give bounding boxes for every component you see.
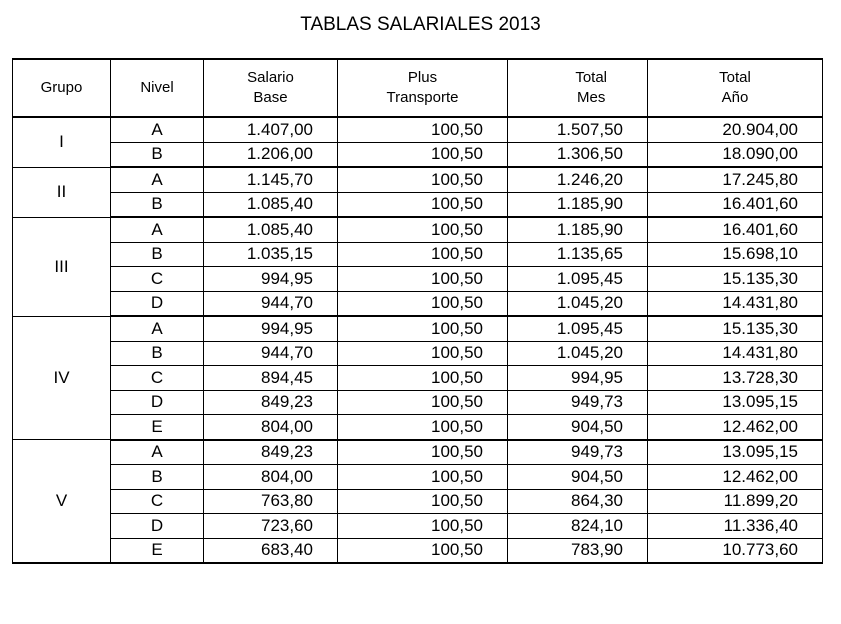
salario-cell: 1.085,40 xyxy=(204,217,338,242)
plus-cell: 100,50 xyxy=(338,366,508,391)
total-mes-cell: 1.135,65 xyxy=(508,242,648,267)
plus-cell: 100,50 xyxy=(338,465,508,490)
salary-table xyxy=(12,58,823,564)
salario-cell: 683,40 xyxy=(204,538,338,563)
header-plus-line2: Transporte xyxy=(386,89,459,106)
salario-cell: 804,00 xyxy=(204,415,338,440)
level-cell: B xyxy=(111,142,204,167)
level-cell: C xyxy=(111,267,204,292)
total-mes-cell: 783,90 xyxy=(508,538,648,563)
salario-cell: 994,95 xyxy=(204,316,338,341)
total-anio-cell: 17.245,80 xyxy=(648,167,823,192)
plus-cell: 100,50 xyxy=(338,415,508,440)
group-cell: III xyxy=(13,217,111,316)
header-grupo: Grupo xyxy=(13,59,111,117)
plus-cell: 100,50 xyxy=(338,390,508,415)
group-cell: I xyxy=(13,117,111,167)
plus-cell: 100,50 xyxy=(338,267,508,292)
level-cell: E xyxy=(111,538,204,563)
plus-cell: 100,50 xyxy=(338,192,508,217)
header-plus xyxy=(338,59,508,117)
plus-cell: 100,50 xyxy=(338,440,508,465)
level-cell: D xyxy=(111,514,204,539)
total-anio-cell: 13.095,15 xyxy=(648,440,823,465)
header-salario-line2: Base xyxy=(253,89,288,106)
total-mes-cell: 904,50 xyxy=(508,465,648,490)
header-anio-line2: Año xyxy=(721,89,749,106)
level-cell: B xyxy=(111,465,204,490)
salario-cell: 944,70 xyxy=(204,291,338,316)
header-nivel: Nivel xyxy=(111,59,204,117)
header-anio-line1: Total xyxy=(719,69,751,86)
plus-cell: 100,50 xyxy=(338,341,508,366)
salario-cell: 1.085,40 xyxy=(204,192,338,217)
total-mes-cell: 1.045,20 xyxy=(508,291,648,316)
table-row xyxy=(13,142,823,167)
level-cell: A xyxy=(111,440,204,465)
header-total-anio xyxy=(648,59,823,117)
level-cell: D xyxy=(111,291,204,316)
level-cell: D xyxy=(111,390,204,415)
plus-cell: 100,50 xyxy=(338,538,508,563)
table-row xyxy=(13,167,823,192)
total-anio-cell: 15.698,10 xyxy=(648,242,823,267)
total-mes-cell: 994,95 xyxy=(508,366,648,391)
table-row xyxy=(13,465,823,490)
total-mes-cell: 824,10 xyxy=(508,514,648,539)
table-body xyxy=(13,117,823,563)
level-cell: B xyxy=(111,341,204,366)
total-anio-cell: 14.431,80 xyxy=(648,341,823,366)
total-anio-cell: 15.135,30 xyxy=(648,316,823,341)
group-cell: IV xyxy=(13,316,111,440)
plus-cell: 100,50 xyxy=(338,514,508,539)
table-row xyxy=(13,390,823,415)
total-mes-cell: 1.095,45 xyxy=(508,316,648,341)
salario-cell: 1.145,70 xyxy=(204,167,338,192)
table-row xyxy=(13,192,823,217)
total-mes-cell: 1.185,90 xyxy=(508,192,648,217)
total-mes-cell: 1.246,20 xyxy=(508,167,648,192)
total-anio-cell: 16.401,60 xyxy=(648,192,823,217)
total-anio-cell: 10.773,60 xyxy=(648,538,823,563)
table-row xyxy=(13,415,823,440)
level-cell: B xyxy=(111,242,204,267)
table-row xyxy=(13,316,823,341)
page-title: TABLAS SALARIALES 2013 xyxy=(300,14,541,35)
total-mes-cell: 904,50 xyxy=(508,415,648,440)
header-mes-line1: Total xyxy=(575,69,607,86)
plus-cell: 100,50 xyxy=(338,242,508,267)
total-mes-cell: 949,73 xyxy=(508,440,648,465)
header-mes-line2: Mes xyxy=(576,89,606,106)
plus-cell: 100,50 xyxy=(338,291,508,316)
table-row xyxy=(13,117,823,142)
total-mes-cell: 1.095,45 xyxy=(508,267,648,292)
total-mes-cell: 1.507,50 xyxy=(508,117,648,142)
salario-cell: 849,23 xyxy=(204,390,338,415)
total-mes-cell: 1.185,90 xyxy=(508,217,648,242)
salario-cell: 849,23 xyxy=(204,440,338,465)
table-row xyxy=(13,440,823,465)
salario-cell: 804,00 xyxy=(204,465,338,490)
plus-cell: 100,50 xyxy=(338,117,508,142)
plus-cell: 100,50 xyxy=(338,489,508,514)
salario-cell: 894,45 xyxy=(204,366,338,391)
level-cell: A xyxy=(111,117,204,142)
salario-cell: 994,95 xyxy=(204,267,338,292)
total-anio-cell: 13.728,30 xyxy=(648,366,823,391)
header-salario xyxy=(204,59,338,117)
salario-cell: 763,80 xyxy=(204,489,338,514)
header-row xyxy=(13,59,823,117)
plus-cell: 100,50 xyxy=(338,217,508,242)
plus-cell: 100,50 xyxy=(338,167,508,192)
salario-cell: 1.206,00 xyxy=(204,142,338,167)
table-row xyxy=(13,514,823,539)
header-plus-line1: Plus xyxy=(407,69,438,86)
table-row xyxy=(13,242,823,267)
salario-cell: 723,60 xyxy=(204,514,338,539)
level-cell: A xyxy=(111,316,204,341)
level-cell: B xyxy=(111,192,204,217)
total-mes-cell: 1.045,20 xyxy=(508,341,648,366)
header-salario-line1: Salario xyxy=(247,69,294,86)
header-total-mes xyxy=(508,59,648,117)
plus-cell: 100,50 xyxy=(338,316,508,341)
total-anio-cell: 20.904,00 xyxy=(648,117,823,142)
level-cell: A xyxy=(111,167,204,192)
group-cell: II xyxy=(13,167,111,217)
table-row xyxy=(13,341,823,366)
table-row xyxy=(13,217,823,242)
total-anio-cell: 12.462,00 xyxy=(648,465,823,490)
level-cell: E xyxy=(111,415,204,440)
total-anio-cell: 15.135,30 xyxy=(648,267,823,292)
total-mes-cell: 949,73 xyxy=(508,390,648,415)
group-cell: V xyxy=(13,440,111,564)
level-cell: C xyxy=(111,366,204,391)
salario-cell: 944,70 xyxy=(204,341,338,366)
total-anio-cell: 11.899,20 xyxy=(648,489,823,514)
level-cell: C xyxy=(111,489,204,514)
total-anio-cell: 16.401,60 xyxy=(648,217,823,242)
table-row xyxy=(13,267,823,292)
total-anio-cell: 11.336,40 xyxy=(648,514,823,539)
plus-cell: 100,50 xyxy=(338,142,508,167)
level-cell: A xyxy=(111,217,204,242)
total-mes-cell: 1.306,50 xyxy=(508,142,648,167)
total-anio-cell: 13.095,15 xyxy=(648,390,823,415)
salario-cell: 1.035,15 xyxy=(204,242,338,267)
total-anio-cell: 14.431,80 xyxy=(648,291,823,316)
salario-cell: 1.407,00 xyxy=(204,117,338,142)
total-anio-cell: 18.090,00 xyxy=(648,142,823,167)
table-row xyxy=(13,538,823,563)
total-mes-cell: 864,30 xyxy=(508,489,648,514)
table-row xyxy=(13,489,823,514)
table-row xyxy=(13,291,823,316)
total-anio-cell: 12.462,00 xyxy=(648,415,823,440)
table-row xyxy=(13,366,823,391)
